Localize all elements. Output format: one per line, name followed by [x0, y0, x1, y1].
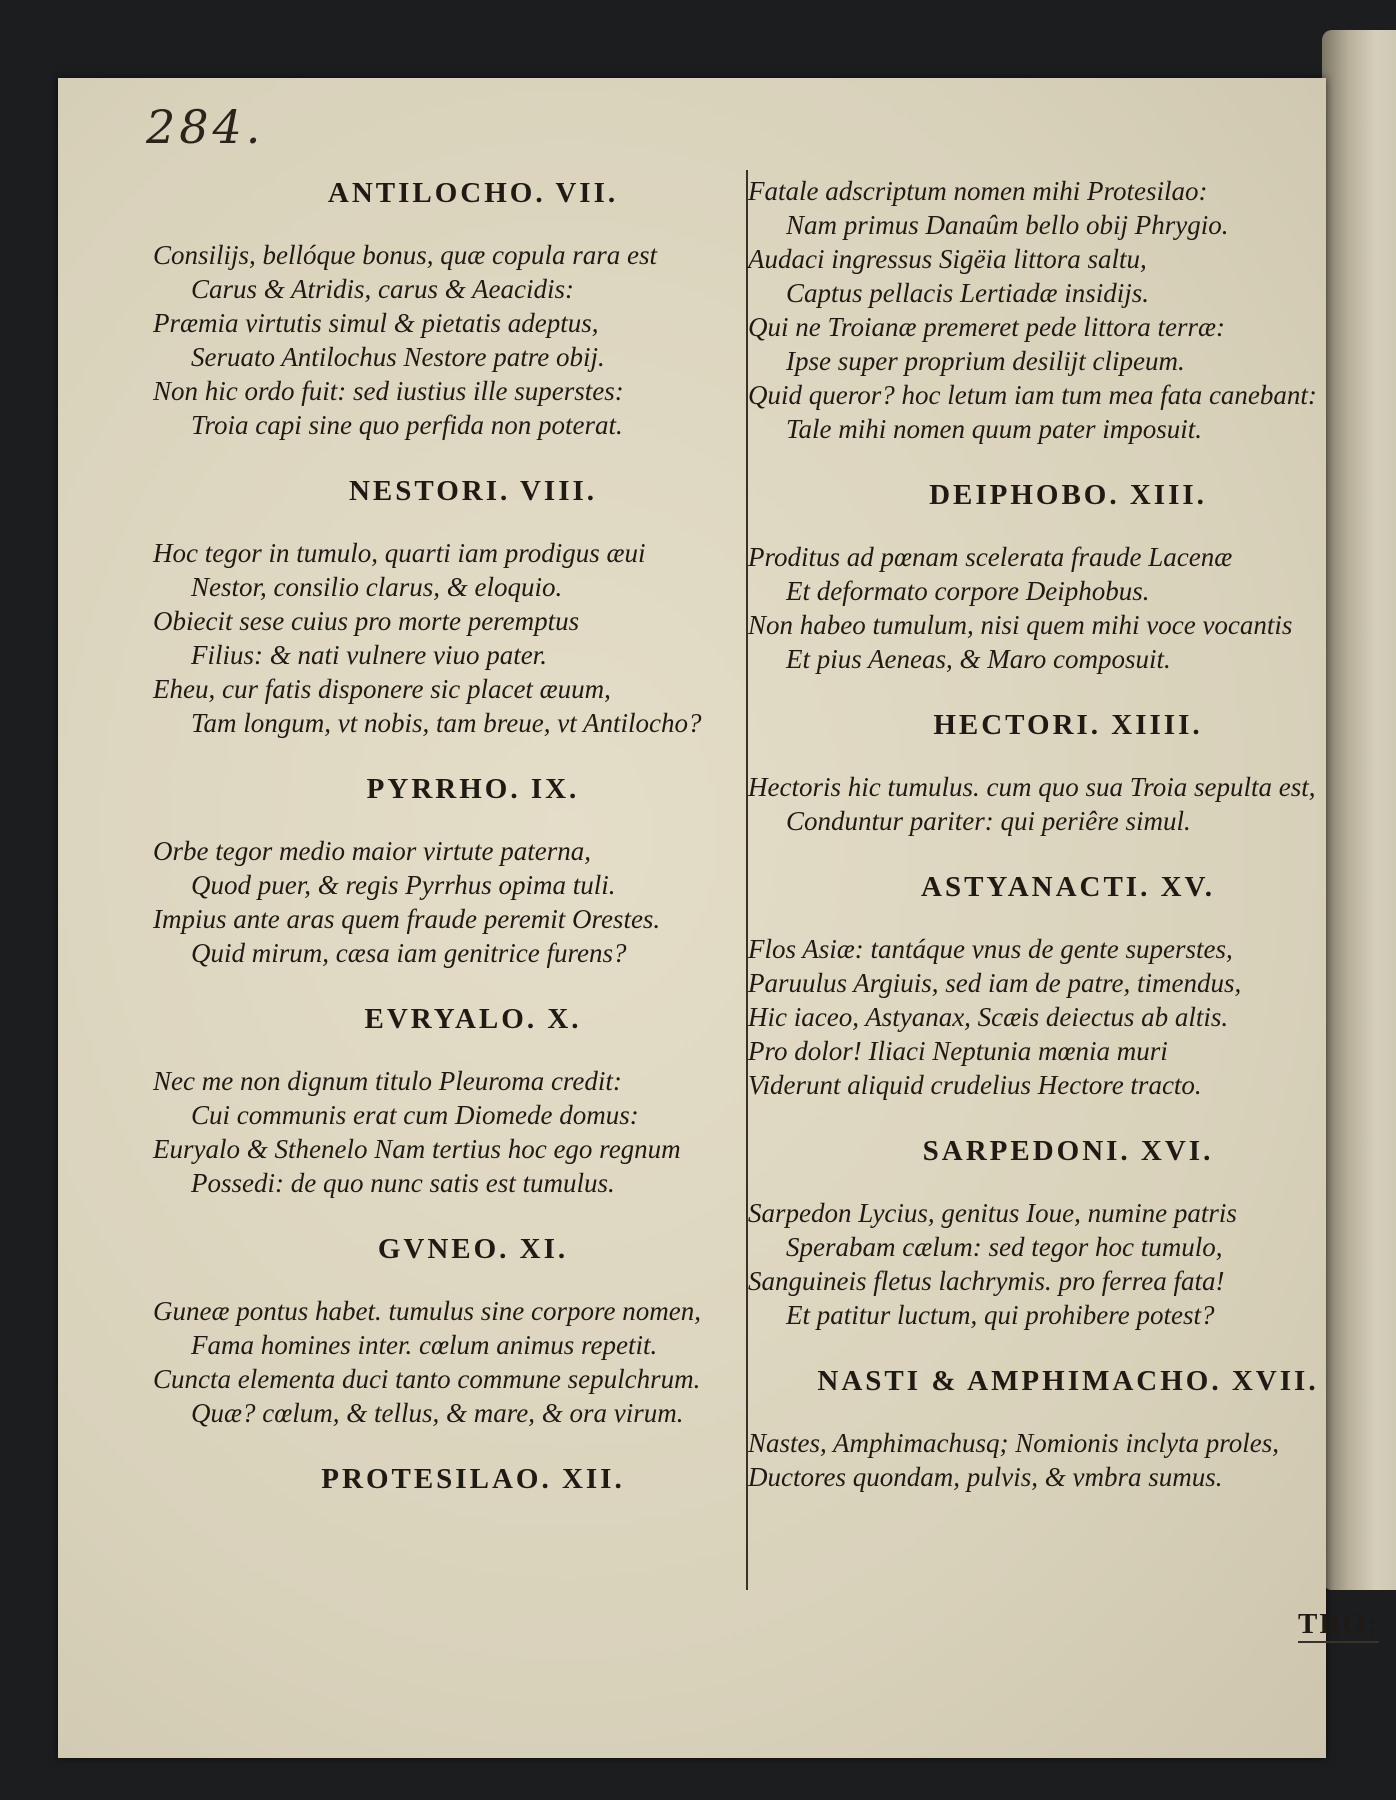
verse-line: Et patitur luctum, qui prohibere potest? [786, 1300, 1215, 1330]
verse-line: Qui ne Troianæ premeret pede littora terræ: [748, 312, 1225, 342]
verse-line: Hoc tegor in tumulo, quarti iam prodigus æui [153, 538, 646, 568]
verse-line: Pro dolor! Iliaci Neptunia mœnia muri [748, 1036, 1168, 1066]
epitaph-poem [153, 536, 793, 740]
verse-line: Seruato Antilochus Nestore patre obij. [191, 342, 605, 372]
catchword: TRO: [1298, 1608, 1379, 1643]
left-column [153, 174, 793, 1498]
verse-line: Cui communis erat cum Diomede domus: [191, 1100, 639, 1130]
verse-line: Viderunt aliquid crudelius Hectore tracto. [748, 1070, 1202, 1100]
verse-line: Hectoris hic tumulus. cum quo sua Troia sepulta est, [748, 772, 1316, 802]
verse-line: Impius ante aras quem fraude peremit Orestes. [153, 904, 661, 934]
verse-line: Tam longum, vt nobis, tam breue, vt Antilocho? [191, 708, 702, 738]
verse-line: Captus pellacis Lertiadæ insidijs. [786, 278, 1150, 308]
verse-line: Non hic ordo fuit: sed iustius ille superstes: [153, 376, 624, 406]
verse-line: Sarpedon Lycius, genitus Ioue, numine patris [748, 1198, 1237, 1228]
epitaph-heading: ASTYANACTI. XV. [921, 871, 1215, 903]
verse-line: Quæ? cœlum, & tellus, & mare, & ora virum. [191, 1398, 684, 1428]
verse-line: Filius: & nati vulnere viuo pater. [191, 640, 547, 670]
epitaph-poem [748, 540, 1388, 676]
epitaph-heading: NESTORI. VIII. [348, 475, 598, 507]
verse-line: Guneæ pontus habet. tumulus sine corpore nomen, [153, 1296, 701, 1326]
verse-line: Fama homines inter. cœlum animus repetit. [191, 1330, 658, 1360]
verse-line: Fatale adscriptum nomen mihi Protesilao: [748, 176, 1208, 206]
verse-line: Quid queror? hoc letum iam tum mea fata canebant: [748, 380, 1317, 410]
verse-line: Cuncta elementa duci tanto commune sepulchrum. [153, 1364, 701, 1394]
verse-line: Paruulus Argiuis, sed iam de patre, timendus, [748, 968, 1242, 998]
epitaph-poem [153, 238, 793, 442]
verse-line: Sanguineis fletus lachrymis. pro ferrea fata! [748, 1266, 1225, 1296]
epitaph-heading: SARPEDONI. XVI. [922, 1135, 1214, 1167]
verse-line: Carus & Atridis, carus & Aeacidis: [191, 274, 575, 304]
epitaph-heading: HECTORI. XIIII. [933, 709, 1203, 741]
verse-line: Euryalo & Sthenelo Nam tertius hoc ego regnum [153, 1134, 681, 1164]
epitaph-heading: DEIPHOBO. XIII. [929, 479, 1207, 511]
verse-line: Et deformato corpore Deiphobus. [786, 576, 1150, 606]
epitaph-heading: PYRRHO. IX. [366, 773, 580, 805]
verse-line: Proditus ad pœnam scelerata fraude Lacenæ [748, 542, 1233, 572]
right-column [748, 174, 1388, 1494]
epitaph-poem [748, 1196, 1388, 1332]
verse-line: Tale mihi nomen quum pater imposuit. [786, 414, 1203, 444]
verse-line: Orbe tegor medio maior virtute paterna, [153, 836, 591, 866]
verse-line: Consilijs, bellóque bonus, quæ copula rara est [153, 240, 658, 270]
verse-line: Quod puer, & regis Pyrrhus opima tuli. [191, 870, 616, 900]
verse-line: Conduntur pariter: qui periêre simul. [786, 806, 1191, 836]
epitaph-heading: PROTESILAO. XII. [321, 1463, 625, 1495]
epitaph-poem [153, 1064, 793, 1200]
page-number: 284. [146, 100, 265, 154]
verse-line: Præmia virtutis simul & pietatis adeptus, [153, 308, 599, 338]
verse-line: Eheu, cur fatis disponere sic placet æuum, [153, 674, 611, 704]
epitaph-heading: GVNEO. XI. [377, 1233, 569, 1265]
verse-line: Nec me non dignum titulo Pleuroma credit: [153, 1066, 622, 1096]
verse-line: Flos Asiæ: tantáque vnus de gente superstes, [748, 934, 1233, 964]
verse-line: Hic iaceo, Astyanax, Scæis deiectus ab altis. [748, 1002, 1229, 1032]
verse-line: Quid mirum, cæsa iam genitrice furens? [191, 938, 627, 968]
verse-line: Possedi: de quo nunc satis est tumulus. [191, 1168, 615, 1198]
book-page [58, 78, 1379, 1758]
verse-line: Et pius Aeneas, & Maro composuit. [786, 644, 1171, 674]
epitaph-heading: ANTILOCHO. VII. [327, 177, 619, 209]
verse-line: Ipse super proprium desilijt clipeum. [786, 346, 1185, 376]
epitaph-heading: NASTI & AMPHIMACHO. XVII. [817, 1365, 1319, 1397]
verse-line: Audaci ingressus Sigëia littora saltu, [748, 244, 1147, 274]
verse-line: Sperabam cælum: sed tegor hoc tumulo, [786, 1232, 1223, 1262]
verse-line: Non habeo tumulum, nisi quem mihi voce vocantis [748, 610, 1293, 640]
verse-line: Nam primus Danaûm bello obij Phrygio. [786, 210, 1229, 240]
epitaph-poem [748, 770, 1388, 838]
epitaph-heading: EVRYALO. X. [364, 1003, 582, 1035]
epitaph-poem [153, 834, 793, 970]
verse-line: Nestor, consilio clarus, & eloquio. [191, 572, 563, 602]
verse-line: Troia capi sine quo perfida non poterat. [191, 410, 623, 440]
verse-line: Obiecit sese cuius pro morte peremptus [153, 606, 580, 636]
epitaph-poem [748, 1426, 1388, 1494]
epitaph-poem [153, 1294, 793, 1430]
epitaph-poem [748, 174, 1388, 446]
verse-line: Nastes, Amphimachusq; Nomionis inclyta proles, [748, 1428, 1279, 1458]
verse-line: Ductores quondam, pulvis, & vmbra sumus. [748, 1462, 1223, 1492]
epitaph-poem [748, 932, 1388, 1102]
